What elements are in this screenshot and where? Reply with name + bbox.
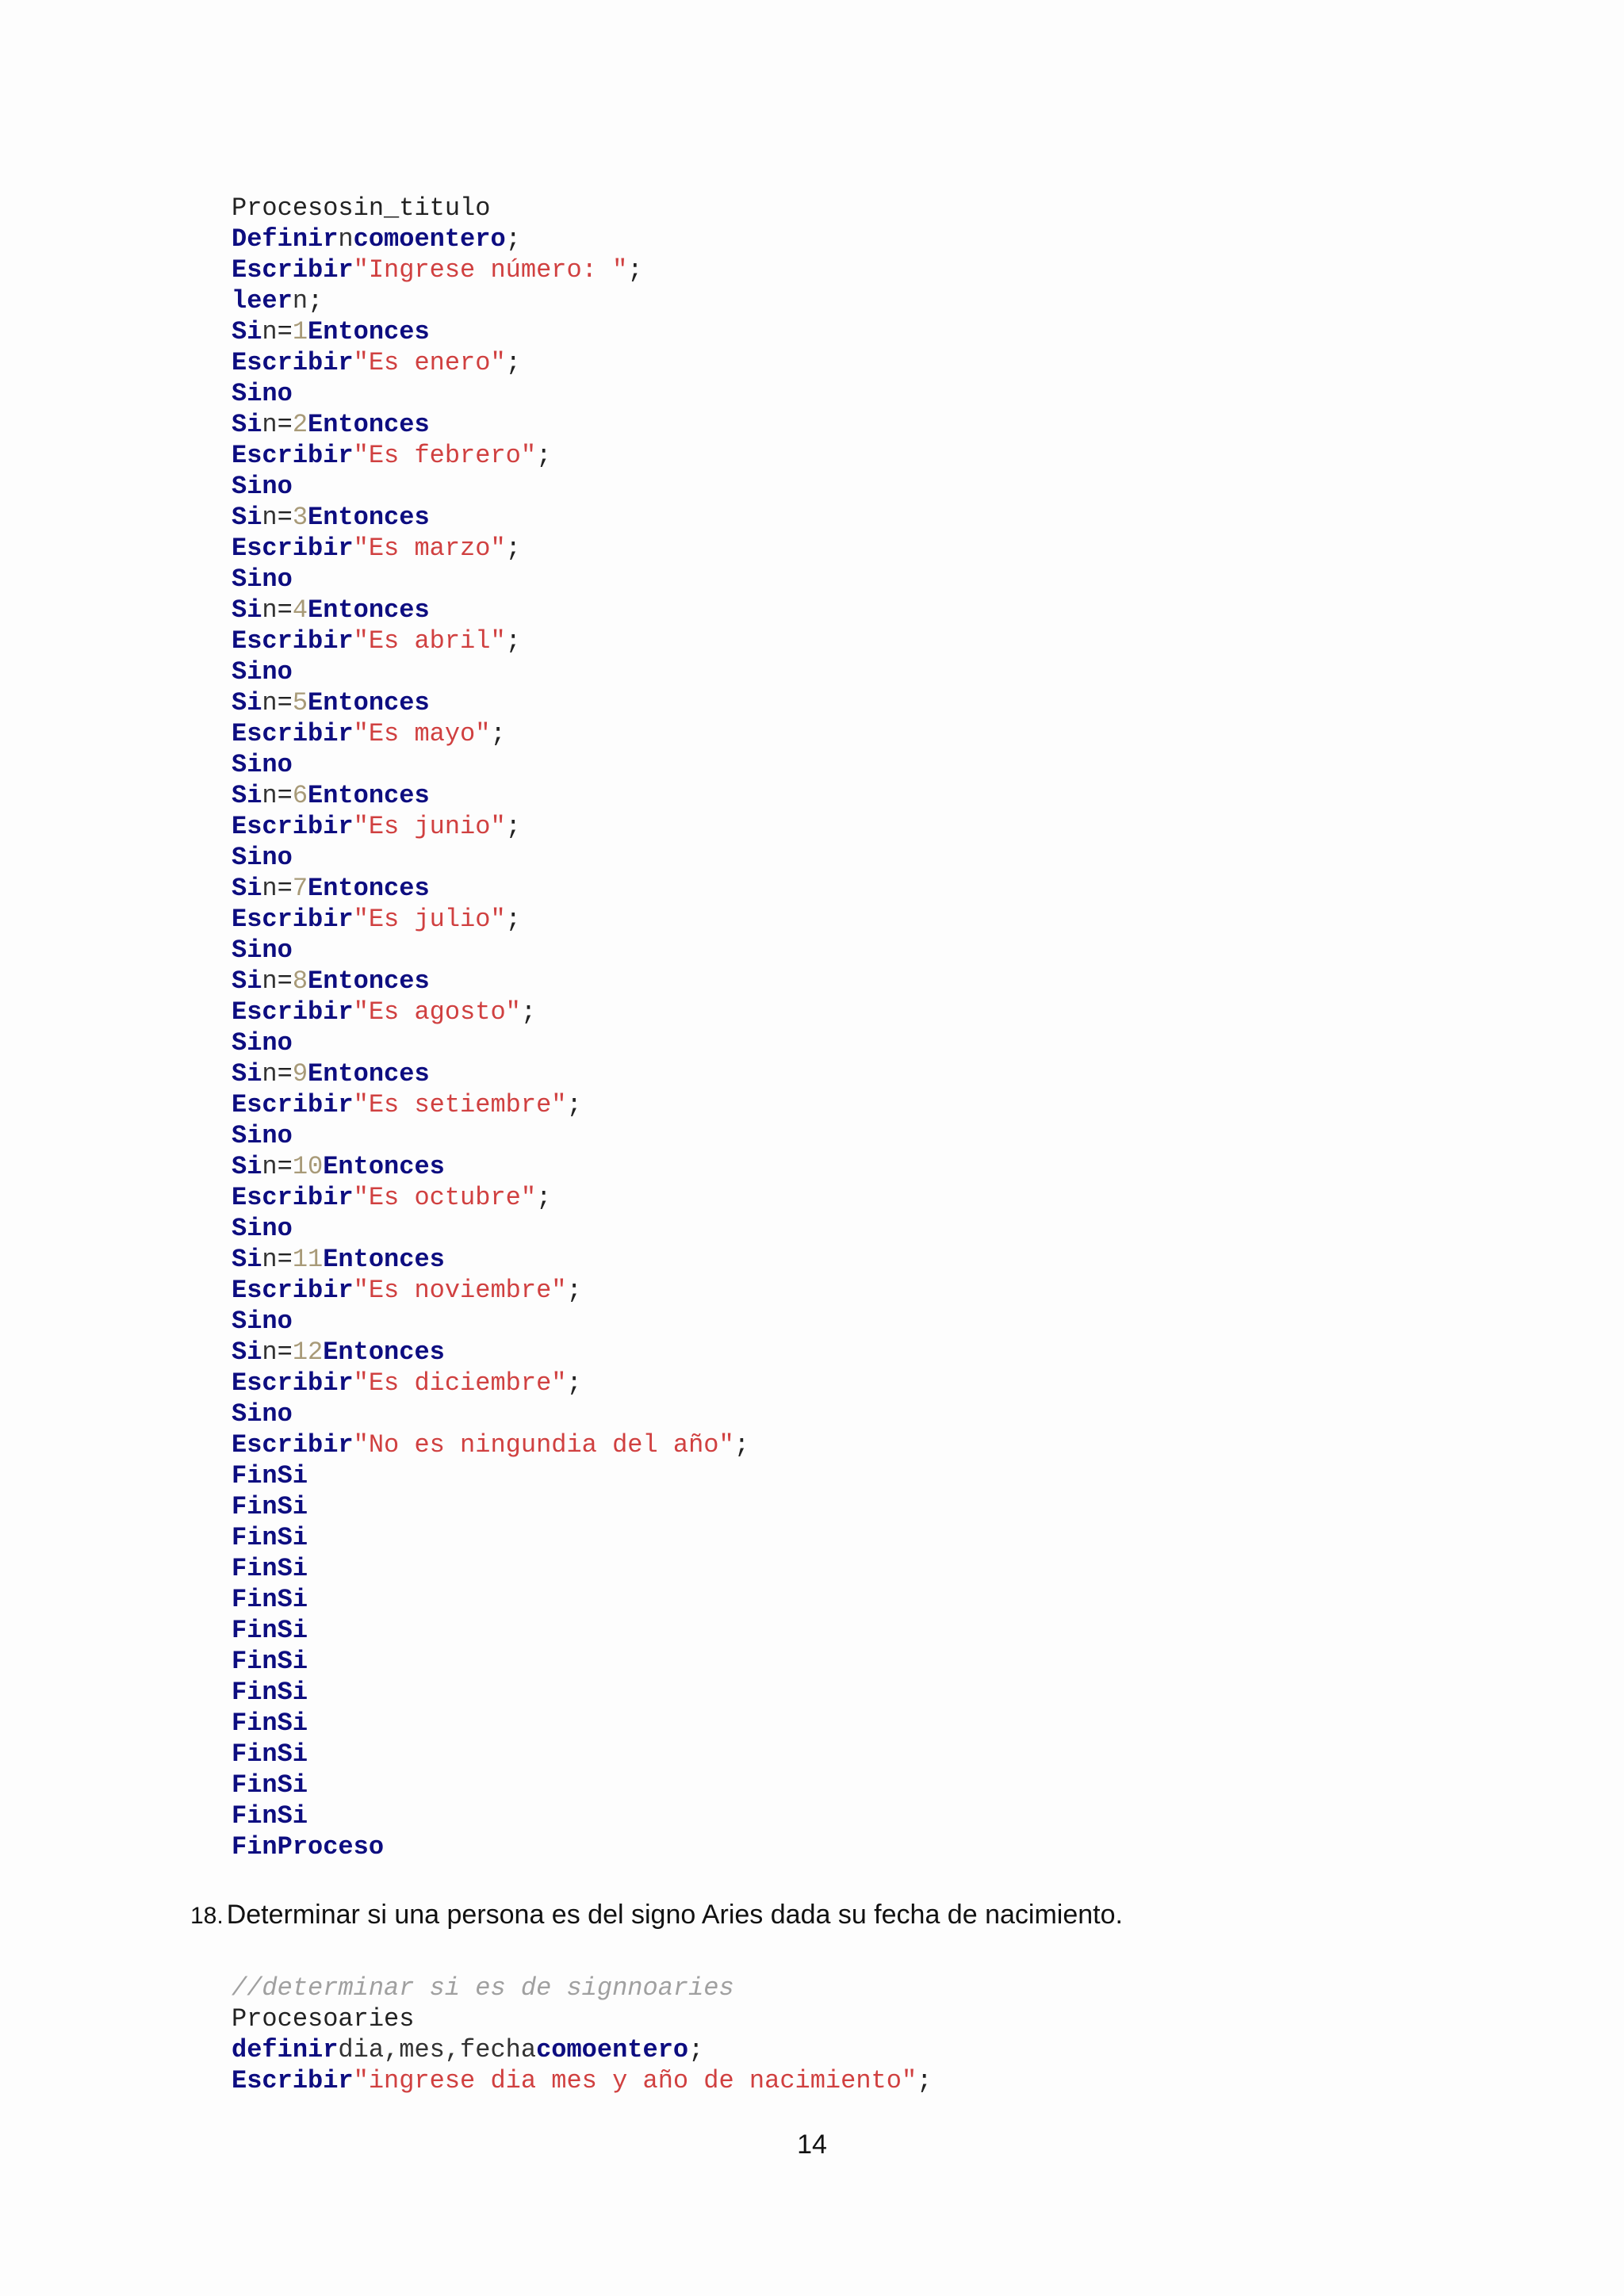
code-token: = (277, 595, 293, 625)
code-line (232, 626, 749, 656)
code-token: Entonces (308, 410, 430, 439)
code-token: FinSi (232, 1554, 308, 1583)
code-line (232, 687, 749, 718)
code-token: FinSi (232, 1647, 308, 1676)
code-token: Si (232, 1152, 262, 1181)
code-token: Sino (232, 1121, 293, 1150)
code-token: Sino (232, 750, 293, 779)
code-token: Proceso (232, 2004, 339, 2034)
pseudocode-block-months (232, 193, 749, 1862)
code-token: = (277, 410, 293, 439)
code-token: Escribir (232, 719, 354, 748)
code-line (232, 935, 749, 966)
code-token: Escribir (232, 2066, 354, 2095)
code-token: Sino (232, 1307, 293, 1336)
code-line (232, 1275, 749, 1306)
code-token: n (262, 966, 278, 996)
code-token: n (262, 503, 278, 532)
code-token: "Es junio" (353, 812, 506, 841)
code-token: Entonces (308, 1059, 430, 1089)
code-token: Entonces (308, 966, 430, 996)
code-token: Si (232, 317, 262, 346)
code-token: FinSi (232, 1709, 308, 1738)
code-line (232, 316, 749, 347)
code-token: ; (566, 1090, 582, 1119)
code-token: FinSi (232, 1770, 308, 1800)
code-line (232, 1973, 932, 2003)
exercise-18 (190, 1900, 1123, 1931)
code-token: n (292, 286, 308, 316)
code-token: n (262, 1059, 278, 1089)
code-token: ; (917, 2066, 933, 2095)
code-token: Escribir (232, 255, 354, 285)
code-line (232, 966, 749, 997)
code-line (232, 1491, 749, 1522)
code-token: Entonces (308, 595, 430, 625)
code-token: Escribir (232, 441, 354, 470)
code-token: FinProceso (232, 1832, 385, 1862)
code-token: ; (733, 1430, 749, 1460)
code-token: 2 (292, 410, 308, 439)
code-token: Sino (232, 379, 293, 408)
code-line (232, 1213, 749, 1244)
code-token: Escribir (232, 997, 354, 1027)
code-line (232, 780, 749, 811)
code-token: Sino (232, 657, 293, 687)
code-token: ; (520, 997, 537, 1027)
code-token: 4 (292, 595, 308, 625)
code-line (232, 1089, 749, 1120)
page-number: 14 (797, 2130, 827, 2160)
code-line (232, 347, 749, 378)
code-token: = (277, 503, 293, 532)
code-token: = (277, 317, 293, 346)
code-token: n (338, 224, 354, 254)
code-token: Sino (232, 472, 293, 501)
code-line (232, 254, 749, 285)
code-line (232, 1058, 749, 1089)
exercise-number: 18. (190, 1903, 224, 1929)
code-token: 7 (292, 874, 308, 903)
code-line (232, 1460, 749, 1491)
code-token: ; (505, 224, 521, 254)
code-token: Escribir (232, 1090, 354, 1119)
code-token: ; (505, 812, 521, 841)
code-token: Escribir (232, 905, 354, 934)
code-token: ; (505, 905, 521, 934)
code-token: Escribir (232, 1276, 354, 1305)
code-token: 10 (292, 1152, 324, 1181)
code-token: ; (505, 534, 521, 563)
code-token: 1 (292, 317, 308, 346)
code-line (232, 1244, 749, 1275)
code-line (232, 904, 749, 935)
code-token: Entonces (308, 874, 430, 903)
code-line (232, 2065, 932, 2096)
code-line (232, 285, 749, 316)
code-token: Si (232, 874, 262, 903)
code-line (232, 749, 749, 780)
code-line (232, 595, 749, 626)
code-token: ; (505, 626, 521, 656)
code-token: FinSi (232, 1678, 308, 1707)
code-token: FinSi (232, 1616, 308, 1645)
code-token: ; (505, 348, 521, 377)
code-token: "ingrese dia mes y año de nacimiento" (353, 2066, 917, 2095)
code-line (232, 2003, 932, 2034)
code-token: "Es mayo" (353, 719, 491, 748)
code-token: n (262, 1245, 278, 1274)
code-token: ; (566, 1368, 582, 1398)
code-token: Si (232, 966, 262, 996)
code-token: = (277, 688, 293, 718)
code-token: Sino (232, 564, 293, 594)
code-token: Entonces (308, 688, 430, 718)
code-line (232, 1337, 749, 1368)
code-token: "Es enero" (353, 348, 506, 377)
code-token: n (262, 1152, 278, 1181)
code-token: Entonces (308, 503, 430, 532)
code-line (232, 997, 749, 1027)
code-line (232, 1306, 749, 1337)
code-line (232, 1399, 749, 1429)
code-line (232, 409, 749, 440)
code-token: Si (232, 1245, 262, 1274)
code-token: comoentero (353, 224, 506, 254)
code-token: sin_titulo (338, 193, 491, 223)
code-token: Escribir (232, 348, 354, 377)
code-line (232, 1739, 749, 1770)
code-line (232, 1368, 749, 1399)
code-token: n (262, 595, 278, 625)
code-token: 11 (292, 1245, 324, 1274)
code-token: "No es ningundia del año" (353, 1430, 734, 1460)
code-line (232, 440, 749, 471)
code-line (232, 224, 749, 254)
code-line (232, 1615, 749, 1646)
code-token: Si (232, 1337, 262, 1367)
code-token: "Es octubre" (353, 1183, 537, 1212)
code-line (232, 811, 749, 842)
code-token: ; (688, 2035, 704, 2064)
code-token: Si (232, 1059, 262, 1089)
code-token: Entonces (323, 1337, 445, 1367)
code-token: Entonces (323, 1152, 445, 1181)
code-token: Escribir (232, 626, 354, 656)
code-token: Si (232, 410, 262, 439)
code-token: "Ingrese número: " (353, 255, 628, 285)
code-token: definir (232, 2035, 339, 2064)
code-token: //determinar si es de signnoaries (232, 1973, 734, 2003)
code-token: ; (490, 719, 506, 748)
code-token: Proceso (232, 193, 339, 223)
code-token: FinSi (232, 1585, 308, 1614)
code-line (232, 2034, 932, 2065)
code-token: "Es julio" (353, 905, 506, 934)
code-line (232, 378, 749, 409)
code-token: Definir (232, 224, 339, 254)
code-token: Entonces (308, 317, 430, 346)
code-token: "Es marzo" (353, 534, 506, 563)
code-line (232, 1584, 749, 1615)
code-line (232, 873, 749, 904)
code-token: Escribir (232, 1183, 354, 1212)
code-token: = (277, 1337, 293, 1367)
code-line (232, 1429, 749, 1460)
code-token: FinSi (232, 1492, 308, 1521)
code-line (232, 1027, 749, 1058)
code-token: ; (536, 1183, 552, 1212)
pseudocode-block-aries (232, 1973, 932, 2096)
code-token: FinSi (232, 1523, 308, 1552)
code-token: comoentero (536, 2035, 689, 2064)
code-line (232, 502, 749, 533)
code-token: FinSi (232, 1461, 308, 1490)
code-line (232, 1182, 749, 1213)
code-token: "Es noviembre" (353, 1276, 567, 1305)
code-token: "Es setiembre" (353, 1090, 567, 1119)
code-token: ; (566, 1276, 582, 1305)
code-line (232, 193, 749, 224)
code-token: Sino (232, 1214, 293, 1243)
code-token: 5 (292, 688, 308, 718)
code-token: 12 (292, 1337, 324, 1367)
code-token: Escribir (232, 534, 354, 563)
code-token: = (277, 874, 293, 903)
code-line (232, 1677, 749, 1708)
code-token: Sino (232, 843, 293, 872)
code-token: Escribir (232, 1368, 354, 1398)
code-token: n (262, 410, 278, 439)
code-line (232, 656, 749, 687)
code-token: Si (232, 688, 262, 718)
code-line (232, 564, 749, 595)
code-line (232, 1770, 749, 1800)
code-token: "Es agosto" (353, 997, 521, 1027)
code-token: FinSi (232, 1801, 308, 1831)
code-token: = (277, 1059, 293, 1089)
code-token: ; (627, 255, 643, 285)
code-token: "Es febrero" (353, 441, 537, 470)
code-line (232, 842, 749, 873)
code-token: Sino (232, 936, 293, 965)
code-token: FinSi (232, 1739, 308, 1769)
code-token: "Es diciembre" (353, 1368, 567, 1398)
code-line (232, 1831, 749, 1862)
code-token: = (277, 1245, 293, 1274)
code-token: aries (338, 2004, 415, 2034)
code-token: = (277, 1152, 293, 1181)
code-line (232, 533, 749, 564)
code-line (232, 1522, 749, 1553)
code-token: Si (232, 781, 262, 810)
code-line (232, 1120, 749, 1151)
code-line (232, 471, 749, 502)
code-line (232, 1646, 749, 1677)
code-line (232, 1151, 749, 1182)
code-token: = (277, 781, 293, 810)
code-token: ; (308, 286, 324, 316)
code-token: n (262, 688, 278, 718)
code-token: Si (232, 503, 262, 532)
code-token: dia,mes,fecha (338, 2035, 537, 2064)
code-token: Si (232, 595, 262, 625)
code-token: Entonces (308, 781, 430, 810)
code-line (232, 718, 749, 749)
code-token: 9 (292, 1059, 308, 1089)
code-token: "Es abril" (353, 626, 506, 656)
code-token: Entonces (323, 1245, 445, 1274)
code-token: n (262, 1337, 278, 1367)
code-token: 3 (292, 503, 308, 532)
code-token: leer (232, 286, 293, 316)
code-token: 6 (292, 781, 308, 810)
code-token: 8 (292, 966, 308, 996)
code-token: Sino (232, 1028, 293, 1058)
code-line (232, 1800, 749, 1831)
code-token: n (262, 781, 278, 810)
code-token: Escribir (232, 812, 354, 841)
code-line (232, 1553, 749, 1584)
code-line (232, 1708, 749, 1739)
exercise-statement: Determinar si una persona es del signo Aries dada su fecha de nacimiento. (226, 1900, 1123, 1930)
code-token: n (262, 317, 278, 346)
code-token: ; (536, 441, 552, 470)
code-token: n (262, 874, 278, 903)
code-token: = (277, 966, 293, 996)
code-token: Escribir (232, 1430, 354, 1460)
code-token: Sino (232, 1399, 293, 1429)
